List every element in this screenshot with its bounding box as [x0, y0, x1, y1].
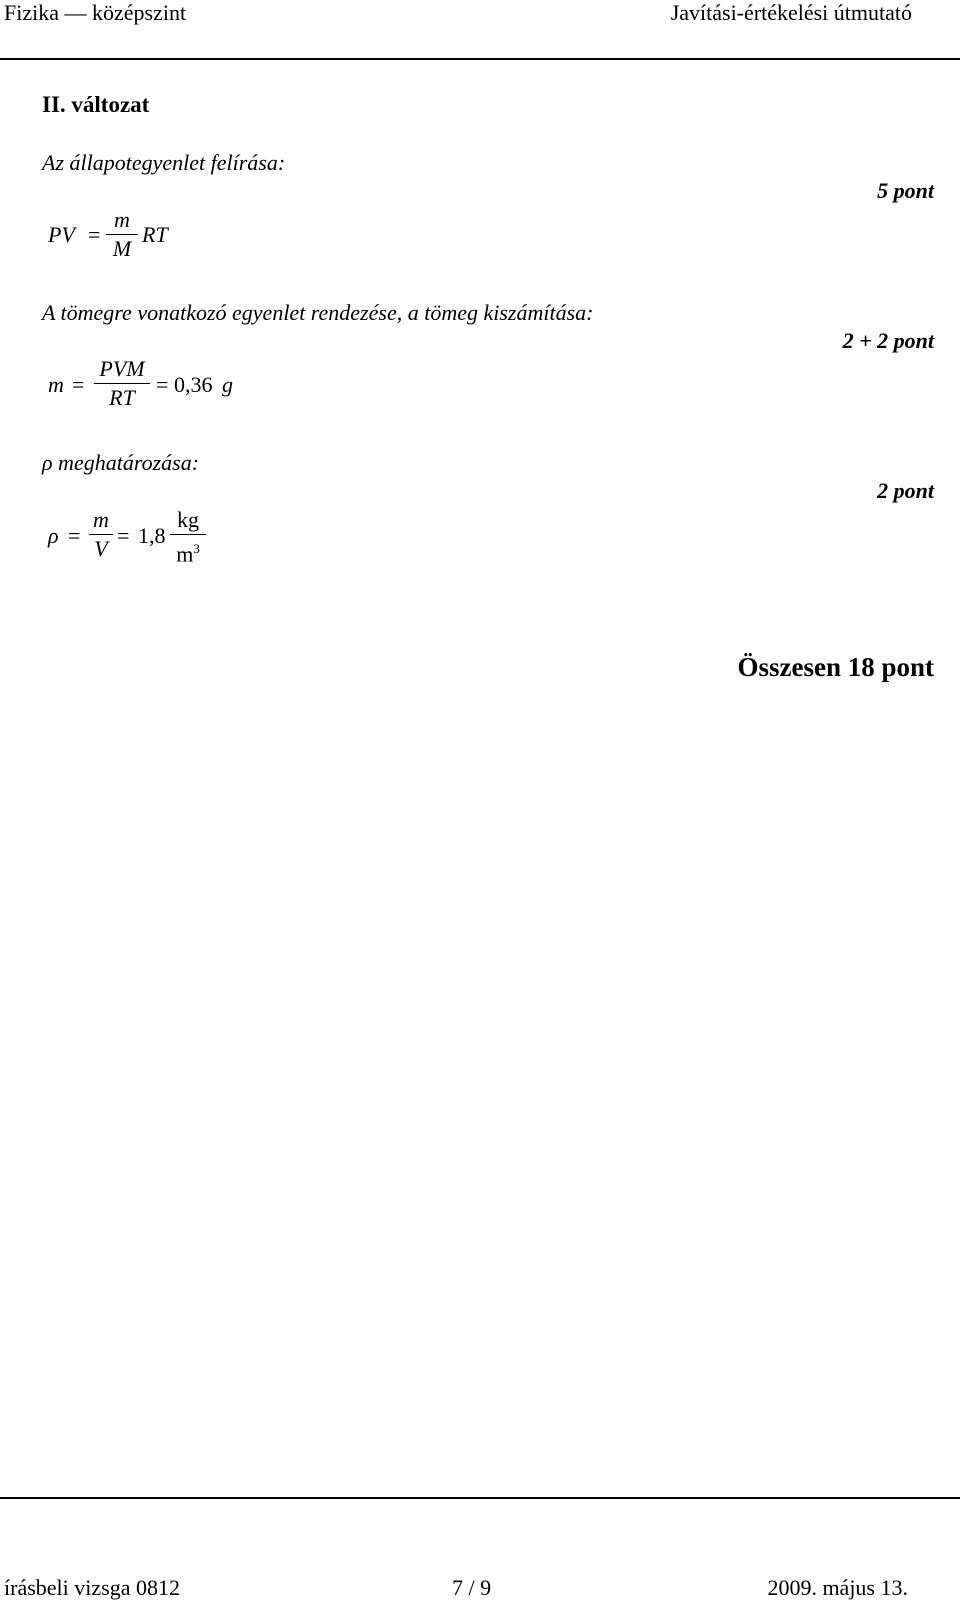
footer-center: 7 / 9: [452, 1575, 492, 1600]
step2-points: 2 + 2 pont: [842, 328, 934, 353]
step2-numerator: PVM: [99, 356, 145, 381]
step3-value: 1,8: [138, 523, 166, 548]
step2-value: 0,36: [174, 372, 213, 397]
step3-denominator: V: [94, 536, 108, 561]
step1-points: 5 pont: [877, 178, 934, 203]
step3-unit-numerator: kg: [177, 507, 199, 532]
step1-numerator: m: [114, 207, 130, 232]
footer-rule: [0, 1497, 960, 1499]
step1-lhs: PV: [48, 222, 75, 247]
step1-fraction: [106, 206, 138, 263]
step3-unit-exponent: 3: [193, 541, 200, 556]
step3-unit-fraction: [170, 506, 206, 568]
step3-unit-denominator: [170, 535, 206, 568]
step2-eq2: =: [156, 372, 169, 397]
step2-lhs: m: [48, 372, 64, 397]
header-right: Javítási-értékelési útmutató: [670, 0, 912, 25]
step3-fraction: [89, 506, 113, 563]
step2-description: A tömegre vonatkozó egyenlet rendezése, a tömeg kiszámítása:: [42, 300, 594, 325]
step2-eq: =: [72, 372, 85, 397]
section-title: II. változat: [42, 92, 150, 117]
step3-lhs: ρ: [48, 523, 59, 548]
step3-numerator: m: [93, 507, 109, 532]
step3-points: 2 pont: [877, 478, 934, 503]
step2-denominator: RT: [109, 385, 135, 410]
step1-rhs: RT: [142, 222, 168, 247]
step2-unit: g: [222, 372, 233, 397]
step1-description: Az állapotegyenlet felírása:: [42, 150, 286, 175]
step1-denominator: M: [112, 236, 132, 261]
step3-eq2: =: [117, 523, 130, 548]
step3-eq: =: [68, 523, 81, 548]
total-points: Összesen 18 pont: [737, 652, 934, 682]
step3-description: ρ meghatározása:: [42, 450, 200, 475]
step3-unit-base: m: [176, 541, 194, 567]
footer-left: írásbeli vizsga 0812: [4, 1575, 180, 1600]
step2-fraction: [94, 355, 150, 412]
header-left: Fizika — középszint: [4, 0, 187, 25]
footer-right: 2009. május 13.: [767, 1575, 908, 1600]
header-rule: [0, 58, 960, 60]
step1-eq: =: [88, 222, 101, 247]
